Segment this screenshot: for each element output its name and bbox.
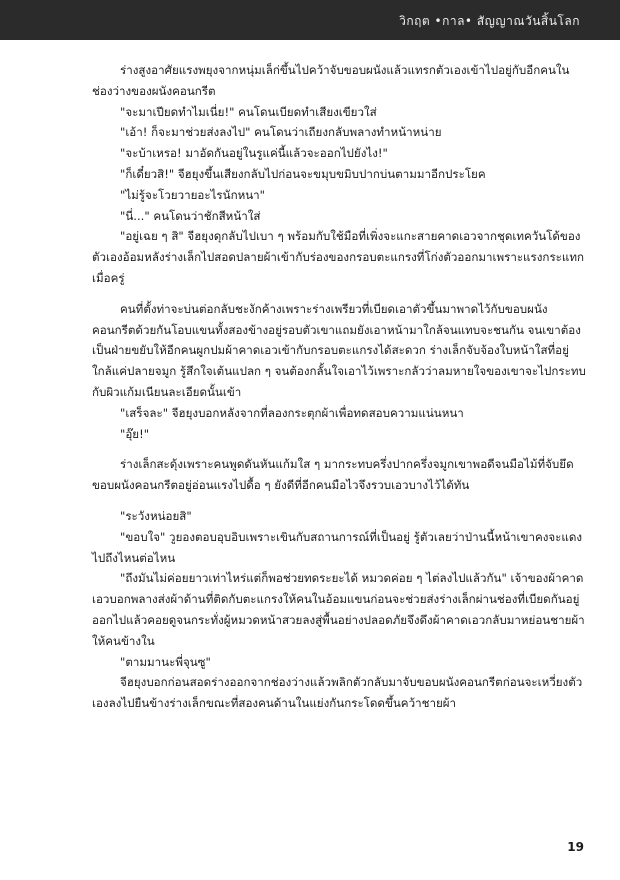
paragraph: ร่างสูงอาศัยแรงพยุงจากหนุ่มเล็ก่ขึ้นไปคว้าจับขอบผนังแล้วแทรกตัวเองเข้าไปอยู่กับอีกคนในช่องว่างของผนังคอนกรีต — [92, 63, 570, 98]
paragraph: "ระวังหน่อยสิ" — [120, 508, 192, 523]
page-number: 19 — [567, 840, 584, 854]
paragraph: "เอ้า! ก็จะมาช่วยส่งลงไป" คนโดนว่าเถียงกลับพลางทำหน้าหน่าย — [120, 125, 442, 140]
page-body — [92, 60, 588, 714]
paragraph: "อุ๊ย!" — [120, 426, 150, 441]
paragraph: "จะมาเปียดทำไมเนี่ย!" คนโดนเบียดทำเสียงเขียวใส่ — [120, 104, 377, 119]
paragraph: จีฮยุงบอกก่อนสอดร่างออกจากช่องว่างแล้วพลิกตัวกลับมาจับขอบผนังคอนกรีตก่อนจะเหวี่ยงตัวเองลงไปยืนข้างร่างเล็กขณะที่สองคนด้านในแย่งกันกระโดดขึ้นคว้าชายผ้า — [92, 675, 583, 711]
paragraph: "เสร็จละ" จีฮยุงบอกหลังจากที่ลองกระตุกผ้าเพื่อทดสอบความแน่นหนา — [120, 405, 464, 420]
running-header-title: วิกฤต •กาล• สัญญาณวันสิ้นโลก — [399, 14, 580, 28]
paragraph: คนที่ตั้งท่าจะบ่นต่อกลับชะงักค้างเพราะร่างเพรียวที่เบียดเอาตัวขึ้นมาพาดไว้กับขอบผนังคอนกรีตด้วยกันโอบแขนทั้งสองข้างอยู่รอบตัวเขาแถมยังเอาหน้ามาใกล้จนแทบจะชนกัน จนเขาต้องเป็นฝ่ายขยับให้อีกคนผูกปมผ้าคาดเอวเข้ากับกรอบตะแกรงได้สะดวก ร่างเล็กจับจ้องใบหน้าใสที่อยู่ใกล้แค่ปลายจมูก รู้สึกใจเต้นแปลก ๆ จนต้องกลั้นใจเอาไว้เพราะกลัวว่าลมหายใจของเขาจะไปกระทบกับผิวแก้มเนียนละเอียดนั้นเข้า — [92, 301, 586, 399]
paragraph: "จะบ้าเหรอ! มาอัดกันอยู่ในรูแค่นี้แล้วจะออกไปยังไง!" — [120, 146, 388, 161]
paragraph: "ก็เดี๋ยวสิ!" จีฮยุงขึ้นเสียงกลับไปก่อนจะขมุบขมิบปากบ่นตามมาอีกประโยค — [120, 166, 486, 181]
paragraph: ร่างเล็กสะดุ้งเพราะคนพูดดันหันแก้มใส ๆ มากระทบครึ่งปากครึ่งจมูกเขาพอดีจนมือไม้ที่จับยึดขอบผนังคอนกรีตอยู่อ่อนแรงไปดื้อ ๆ ยังดีที่อีกคนมือไวจึงรวบเอวบางไว้ได้ทัน — [92, 457, 574, 493]
paragraph: "ไม่รู้จะโวยวายอะไรนักหนา" — [120, 187, 266, 202]
paragraph: "อยู่เฉย ๆ สิ" จีฮยุงดุกลับไปเบา ๆ พร้อมกับใช้มือที่เพิ่งจะแกะสายคาดเอวจากชุดเทควันโด้ของตัวเองอ้อมหลังร่างเล็กไปสอดปลายผ้าเข้ากับร่องของกรอบตะแกรงที่โก่งตัวออกมาเพราะแรงกระแทกเมื่อครู่ — [92, 229, 585, 285]
paragraph: "นี่..." คนโดนว่าชักสีหน้าใส่ — [120, 208, 261, 223]
paragraph: "ขอบใจ" วูยองตอบอุบอิบเพราะเขินกับสถานการณ์ที่เป็นอยู่ รู้ตัวเลยว่าป่านนี้หน้าเขาคงจะแดงไปถึงไหนต่อไหน — [92, 529, 583, 565]
running-header-bar — [0, 0, 620, 40]
paragraph: "ตามมานะพี่จุนซู" — [120, 654, 211, 669]
paragraph: "ถึงมันไม่ค่อยยาวเท่าไหร่แต่ก็พอช่วยทดระยะได้ หมวดค่อย ๆ ไต่ลงไปแล้วกัน" เจ้าของผ้าคาดเอวบอกพลางส่งผ้าด้านที่ติดกับตะแกรงให้คนในอ้อมแขนก่อนจะช่วยส่งร่างเล็กผ่านช่องที่เบียดกันอยู่ออกไปแล้วคอยดูจนกระทั่งผู้หมวดหน้าสวยลงสู่พื้นอย่างปลอดภัยจึงดึงผ้าคาดเอวกลับมาหย่อนชายผ้าให้คนข้างใน — [92, 571, 585, 648]
